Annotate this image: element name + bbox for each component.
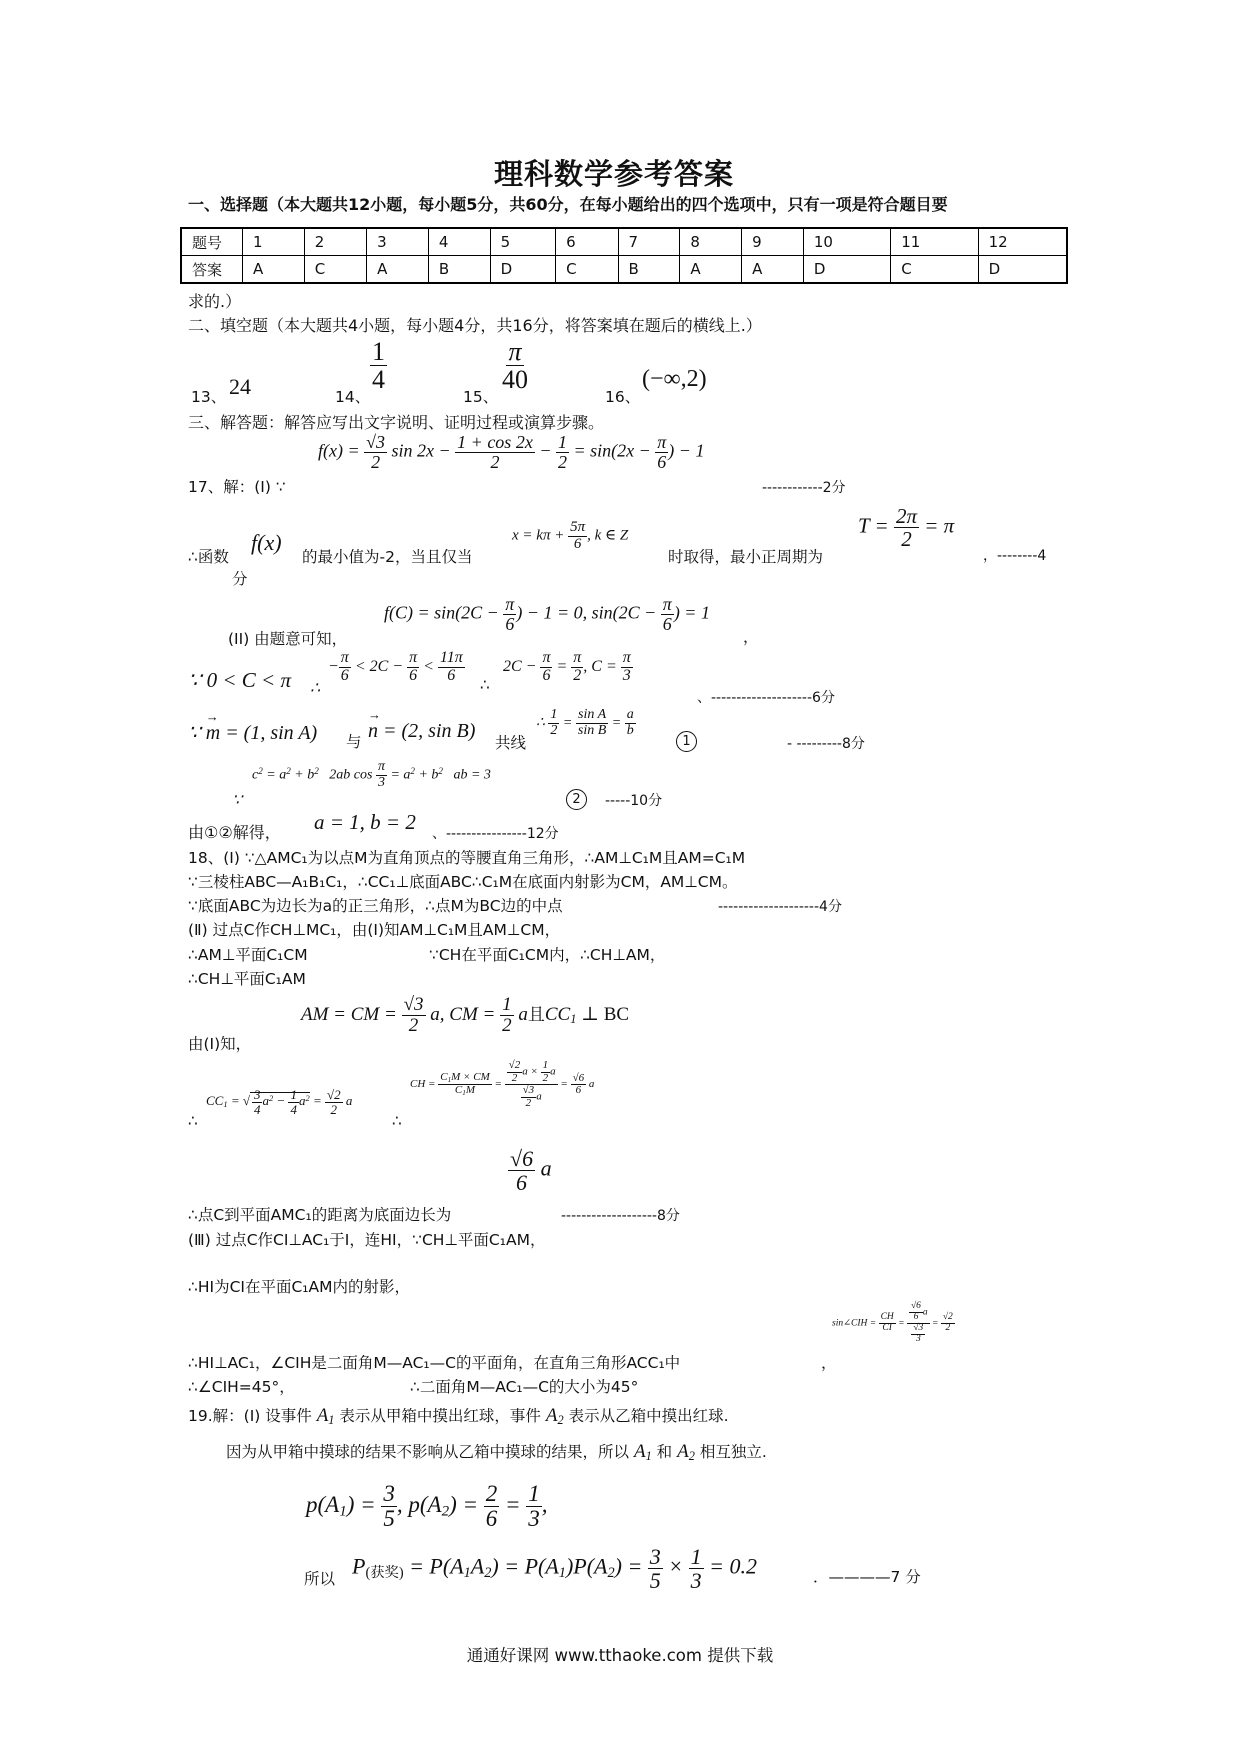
section1-heading-cont: 求的.） [188, 292, 242, 311]
q19-line-2 [226, 1440, 767, 1464]
table-cell: A [367, 256, 429, 284]
q17-formula-4: − $\frac{\pi}{6}$ < 2C − $\frac{\pi}{6}$ < $\frac{11\pi}{6}$ [328, 649, 463, 684]
q18-formula-3: CH = $\frac{C_1M \times CM}{C_1M}$ = $\frac{√2}{2}$ a × $\frac{1}{2}$ a $\frac{√3}{2}$ a = $\frac{√6}{6}$ a [410, 1059, 595, 1109]
circled-one-icon: 1 [676, 730, 697, 752]
q17-and: 与 [346, 733, 362, 751]
q18-therefore-2: ∴ [392, 1112, 402, 1130]
fill-label-15: 15、 [463, 388, 499, 406]
q19-l1b: 表示从甲箱中摸出红球，事件 [339, 1407, 541, 1425]
q17-line2-b: 的最小值为-2，当且仅当 [302, 548, 473, 566]
table-cell: 10 [803, 228, 890, 256]
q19-l2b: 和 [656, 1443, 673, 1461]
footer: 通通好课网 www.tthaoke.com 提供下载 [466, 1646, 774, 1665]
table-cell: A [243, 256, 305, 284]
q19-l1c: 表示从乙箱中摸出红球. [568, 1407, 729, 1425]
q17-line2-a: ∴函数 [188, 548, 229, 566]
q19-formula-2: $P_{(获奖)} = P(A_1A_2) = P(A_1)P(A_2)$ = $\frac{3}{5}$ × $\frac{1}{3}$ = 0.2 [352, 1544, 758, 1594]
event-a1: $A_1$ [633, 1441, 652, 1464]
q19-l1: 19.解：(Ⅰ) 设事件 [188, 1407, 312, 1425]
circled-two-icon: 2 [566, 788, 587, 810]
q18-line-11: ∴HI⊥AC₁，∠CIH是二面角M—AC₁—C的平面角，在直角三角形ACC₁中 [188, 1354, 681, 1372]
q17-score-5: -----10分 [605, 793, 663, 809]
q18-line-5a: ∴AM⊥平面C₁CM [188, 946, 308, 964]
q17-because: ∵ [232, 792, 243, 809]
q18-formula-1: AM = CM = $\frac{√3}{2}$ a, CM = $\frac{1}{2}$ a且$CC_1$ ⊥ BC [301, 994, 630, 1036]
table-cell: 6 [556, 228, 618, 256]
event-a2: $A_2$ [677, 1441, 695, 1464]
table-row-numbers [181, 228, 1067, 256]
q19-formula-1: $p(A_1)$ = $\frac{3}{5}$ , $p(A_2)$ = $\frac{2}{6}$ = $\frac{1}{3}$ , [306, 1481, 548, 1532]
q17-condition: ∵ 0 < C < π [188, 668, 291, 692]
q18-distance: $\frac{√6}{6}$ a [510, 1146, 552, 1196]
table-cell: 3 [367, 228, 429, 256]
frac-num: 1 [372, 337, 385, 366]
q17-comma: ， [743, 628, 759, 646]
q17-formula-7: $c^2 = a^2 + b^2$ 2ab cos $\frac{\pi}{3}$ = $a^2 + b^2$ ab = 3 [252, 759, 491, 790]
table-cell: C [304, 256, 366, 284]
table-cell: A [742, 256, 804, 284]
q17-score-6: 、----------------12分 [432, 826, 559, 842]
q18-line-8: ∴点C到平面AMC₁的距离为底面边长为 [188, 1206, 452, 1224]
q17-formula-5: 2C − $\frac{\pi}{6}$ = $\frac{\pi}{2}$ , C = $\frac{\pi}{3}$ [503, 649, 631, 684]
q18-line-5b: ∵CH在平面C₁CM内，∴CH⊥AM， [429, 946, 666, 964]
q17-fx: f(x) [251, 530, 282, 555]
table-cell: 12 [978, 228, 1067, 256]
q19-line-4: 所以 [304, 1570, 336, 1588]
q17-score-2-cont: 分 [232, 570, 248, 588]
fill-label-16: 16、 [605, 388, 641, 406]
q19-line-1 [188, 1404, 729, 1428]
fill-answer-15 [500, 338, 530, 394]
q18-line-12b: ∴二面角M—AC₁—C的大小为45° [410, 1378, 639, 1396]
q17-period: T = $\frac{2\pi}{2}$ = π [858, 504, 955, 552]
fill-answer-16: (−∞,2) [642, 366, 707, 392]
q17-therefore: ∴ [310, 680, 321, 697]
q18-score-2: -------------------8分 [561, 1208, 680, 1224]
q17-formula-6: ∴ $\frac{1}{2}$ = $\frac{\text{sin A}}{\text{sin B}}$ = $\frac{a}{b}$ [536, 707, 634, 738]
q18-line-12a: ∴∠CIH=45°， [188, 1378, 295, 1396]
q17-therefore-2: ∴ [480, 676, 490, 694]
q18-formula-2: $CC_1$ = √ $\frac{3}{4}$ $a^2$ − $\frac{1}{4}$ $a^2$ = $\frac{√2}{2}$ a [206, 1087, 353, 1117]
q17-formula-1: f(x) = $\frac{√3}{2}$ sin 2x − $\frac{1 + \cos 2x}{2}$ − $\frac{1}{2}$ = sin(2x − $\frac{\pi}{6}$ ) − 1 [318, 432, 705, 472]
table-cell: 2 [304, 228, 366, 256]
table-cell: 5 [490, 228, 556, 256]
table-cell: D [978, 256, 1067, 284]
section1-heading: 一、选择题（本大题共12小题，每小题5分，共60分，在每小题给出的四个选项中，只有一项是符合题目要 [188, 195, 948, 214]
q17-start: 17、解：(I) ∵ [188, 478, 286, 496]
fill-answer-13: 24 [229, 374, 251, 399]
q18-line-6: ∴CH⊥平面C₁AM [188, 970, 306, 988]
q18-line-4: (Ⅱ) 过点C作CH⊥MC₁，由(Ⅰ)知AM⊥C₁M且AM⊥CM， [188, 921, 561, 939]
q18-line-3: ∵底面ABC为边长为a的正三角形，∴点M为BC边的中点 [188, 897, 563, 915]
q17-collinear: 共线 [495, 734, 527, 752]
q17-score-3: 、--------------------6分 [697, 690, 835, 706]
q18-line-2: ∵三棱柱ABC—A₁B₁C₁，∴CC₁⊥底面ABC∴C₁M在底面内射影为CM，AM⊥CM。 [188, 873, 738, 891]
q17-formula-2: x = kπ + $\frac{5\pi}{6}$ , k ∈ Z [512, 519, 629, 552]
table-cell: A [680, 256, 742, 284]
q17-score-1: ------------2分 [762, 480, 846, 496]
row-label: 题号 [181, 228, 243, 256]
frac-den: 40 [502, 365, 528, 395]
section2-heading: 二、填空题（本大题共4小题，每小题4分，共16分，将答案填在题后的横线上.） [188, 316, 762, 335]
q19-score: ．————7 分 [813, 1568, 921, 1586]
table-cell: B [618, 256, 680, 284]
q17-result: a = 1, b = 2 [314, 810, 416, 834]
q18-line-7: 由(Ⅰ)知， [188, 1035, 252, 1053]
table-cell: 9 [742, 228, 804, 256]
q17-line2-c: 时取得，最小正周期为 [668, 548, 824, 566]
q19-l2c: 相互独立. [699, 1443, 767, 1461]
fill-label-13: 13、 [191, 388, 227, 406]
table-cell: 7 [618, 228, 680, 256]
q17-vector-n: → n = (2, sin B) [368, 720, 475, 743]
table-cell: D [490, 256, 556, 284]
q18-therefore-1: ∴ [188, 1112, 198, 1130]
table-row-answers [181, 256, 1067, 284]
row-label: 答案 [181, 256, 243, 284]
table-cell: 4 [428, 228, 490, 256]
q18-line-10: ∴HI为CI在平面C₁AM内的射影， [188, 1278, 410, 1296]
q17-solve: 由①②解得， [188, 823, 281, 842]
table-cell: 8 [680, 228, 742, 256]
table-cell: 1 [243, 228, 305, 256]
frac-num: π [508, 337, 522, 366]
fill-answer-14 [370, 338, 387, 394]
page-title: 理科数学参考答案 [494, 157, 735, 191]
q18-line-11-comma: ， [821, 1354, 837, 1372]
q19-l2: 因为从甲箱中摸球的结果不影响从乙箱中摸球的结果，所以 [226, 1443, 630, 1461]
section3-heading: 三、解答题：解答应写出文字说明、证明过程或演算步骤。 [188, 413, 605, 432]
q17-formula-3: f(C) = sin(2C − $\frac{\pi}{6}$ ) − 1 = 0, sin(2C − $\frac{\pi}{6}$ ) = 1 [384, 594, 710, 634]
prize-label: 获奖 [370, 1565, 399, 1582]
fill-label-14: 14、 [335, 388, 371, 406]
answer-table [180, 227, 1068, 284]
q18-formula-4: sin∠CIH = $\frac{CH}{CI}$ = $\frac{√6}{6}$ a $\frac{√3}{3}$ = $\frac{√2}{2}$ [832, 1301, 953, 1344]
table-cell: B [428, 256, 490, 284]
q17-score-2: ，--------4 [983, 548, 1047, 564]
q17-score-4: - ---------8分 [787, 736, 865, 752]
table-cell: 11 [891, 228, 978, 256]
table-cell: D [803, 256, 890, 284]
table-cell: C [556, 256, 618, 284]
event-a1: $A_1$ [316, 1405, 335, 1428]
q17-vector-m: ∵ → m = (1, sin A) [188, 720, 317, 745]
q18-score-1: --------------------4分 [718, 899, 842, 915]
table-cell: C [891, 256, 978, 284]
event-a2: $A_2$ [545, 1405, 564, 1428]
frac-den: 4 [372, 365, 385, 395]
q18-line-1: 18、(Ⅰ) ∵△AMC₁为以点M为直角顶点的等腰直角三角形，∴AM⊥C₁M且AM=C₁M [188, 849, 746, 867]
q17-part2: (II) 由题意可知， [228, 630, 348, 648]
q18-line-9: (Ⅲ) 过点C作CI⊥AC₁于I，连HI，∵CH⊥平面C₁AM， [188, 1231, 546, 1249]
